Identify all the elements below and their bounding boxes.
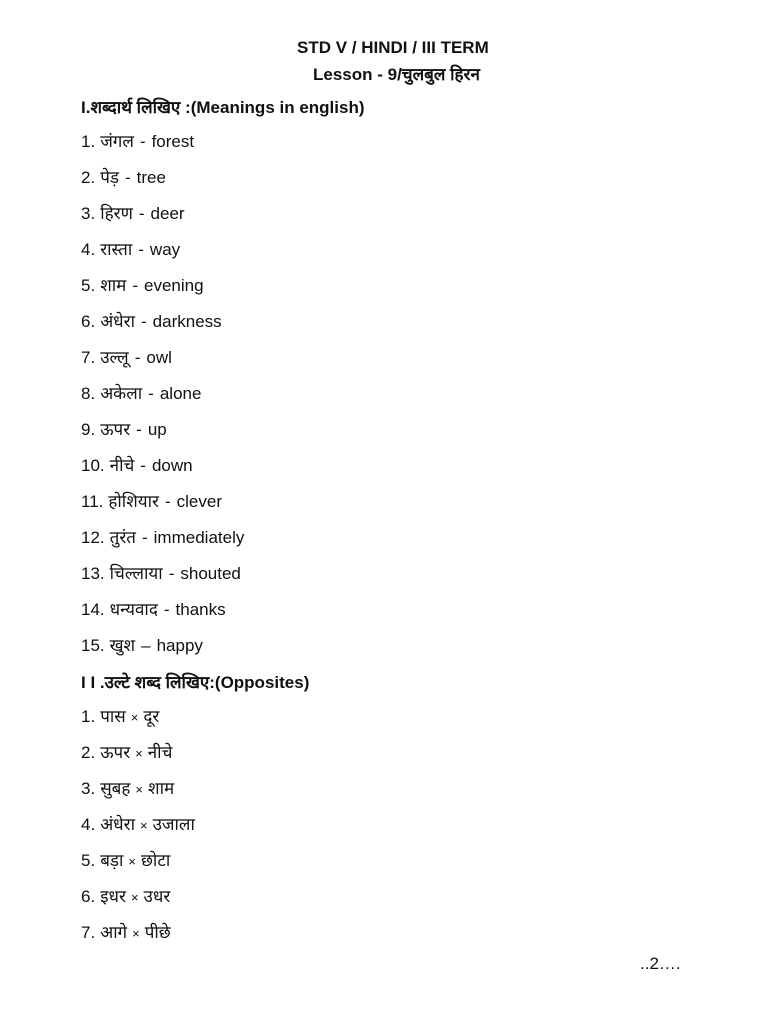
cross-icon: × <box>140 818 148 833</box>
hindi-word: बड़ा <box>100 851 124 870</box>
hindi-word: चिल्लाया <box>109 564 163 583</box>
hindi-word: अंधेरा <box>100 815 135 834</box>
meaning-item <box>81 347 244 383</box>
item-number: 3. <box>81 779 96 798</box>
cross-icon: × <box>135 746 143 761</box>
english-meaning: way <box>149 240 181 259</box>
hindi-word: हिरण <box>100 204 133 223</box>
opposite-word: छोटा <box>141 851 171 870</box>
cross-icon: × <box>132 926 140 941</box>
opposite-item <box>81 922 195 958</box>
english-meaning: immediately <box>153 528 245 547</box>
hindi-word: खुश <box>109 636 136 655</box>
meaning-item <box>81 167 244 203</box>
hindi-word: जंगल <box>100 132 134 151</box>
item-number: 1. <box>81 132 96 151</box>
separator-dash: - <box>164 492 171 511</box>
hindi-word: नीचे <box>109 456 135 475</box>
page-continuation-marker: ..2…. <box>640 954 681 973</box>
opposite-word: उधर <box>143 887 171 906</box>
english-meaning: forest <box>151 132 195 151</box>
opposite-item <box>81 706 195 742</box>
opposite-item <box>81 778 195 814</box>
english-meaning: owl <box>146 348 172 367</box>
english-meaning: alone <box>159 384 202 403</box>
meaning-item <box>81 311 244 347</box>
item-number: 14. <box>81 600 105 619</box>
item-number: 2. <box>81 168 96 187</box>
item-number: 3. <box>81 204 96 223</box>
separator-dash: - <box>124 168 131 187</box>
english-meaning: happy <box>156 636 203 655</box>
item-number: 13. <box>81 564 105 583</box>
item-number: 5. <box>81 276 96 295</box>
hindi-word: अंधेरा <box>100 312 135 331</box>
english-meaning: down <box>151 456 193 475</box>
opposite-item <box>81 742 195 778</box>
meaning-item <box>81 131 244 167</box>
separator-dash: - <box>148 384 154 403</box>
lesson-title: Lesson - 9/चुलबुल हिरन <box>313 65 480 84</box>
english-meaning: darkness <box>152 312 222 331</box>
opposite-word: शाम <box>148 779 175 798</box>
meaning-item <box>81 239 244 275</box>
item-number: 11. <box>81 492 104 511</box>
separator-dash: - <box>168 564 175 583</box>
meanings-heading: I.शब्दार्थ लिखिए :(Meanings in english) <box>81 98 365 117</box>
meaning-item <box>81 635 244 671</box>
separator-dash: - <box>140 456 146 475</box>
separator-dash: - <box>141 528 148 547</box>
english-meaning: up <box>147 420 167 439</box>
english-meaning: shouted <box>180 564 241 583</box>
opposite-item <box>81 886 195 922</box>
meaning-item <box>81 419 244 455</box>
cross-icon: × <box>135 782 144 797</box>
item-number: 2. <box>81 743 96 762</box>
meaning-item <box>81 563 244 599</box>
item-number: 10. <box>81 456 105 475</box>
meaning-item <box>81 491 244 527</box>
hindi-word: पेड़ <box>100 168 119 187</box>
item-number: 7. <box>81 348 96 367</box>
separator-dash: - <box>138 204 145 223</box>
opposite-word: नीचे <box>147 743 173 762</box>
meaning-item <box>81 455 244 491</box>
opposites-heading: I I .उल्टे शब्द लिखिए:(Opposites) <box>81 673 310 692</box>
hindi-word: शाम <box>100 276 127 295</box>
meanings-list <box>81 131 244 671</box>
hindi-word: अकेला <box>100 384 143 403</box>
opposite-word: उजाला <box>152 815 195 834</box>
opposites-list <box>81 706 195 958</box>
hindi-word: ऊपर <box>100 743 131 762</box>
separator-dash: - <box>139 132 146 151</box>
item-number: 6. <box>81 887 96 906</box>
separator-dash: - <box>134 348 141 367</box>
item-number: 6. <box>81 312 96 331</box>
meaning-item <box>81 599 244 635</box>
separator-dash: - <box>163 600 170 619</box>
item-number: 8. <box>81 384 96 403</box>
item-number: 4. <box>81 240 96 259</box>
hindi-word: इधर <box>100 887 126 906</box>
hindi-word: सुबह <box>100 779 131 798</box>
english-meaning: tree <box>136 168 166 187</box>
separator-dash: - <box>136 420 142 439</box>
opposite-word: पीछे <box>144 923 171 942</box>
hindi-word: ऊपर <box>100 420 131 439</box>
item-number: 1. <box>81 707 96 726</box>
english-meaning: thanks <box>175 600 226 619</box>
item-number: 12. <box>81 528 105 547</box>
separator-dash: – <box>141 636 151 655</box>
hindi-word: आगे <box>100 923 128 942</box>
meaning-item <box>81 275 244 311</box>
hindi-word: उल्लू <box>100 348 129 367</box>
hindi-word: पास <box>100 707 126 726</box>
cross-icon: × <box>130 710 139 725</box>
item-number: 9. <box>81 420 96 439</box>
meaning-item <box>81 383 244 419</box>
separator-dash: - <box>138 240 144 259</box>
cross-icon: × <box>128 854 136 869</box>
item-number: 15. <box>81 636 105 655</box>
meaning-item <box>81 203 244 239</box>
hindi-word: तुरंत <box>109 528 136 547</box>
hindi-word: होशियार <box>108 492 159 511</box>
item-number: 7. <box>81 923 96 942</box>
english-meaning: evening <box>144 276 204 295</box>
opposite-word: दूर <box>143 707 160 726</box>
meaning-item <box>81 527 244 563</box>
separator-dash: - <box>132 276 138 295</box>
item-number: 4. <box>81 815 96 834</box>
separator-dash: - <box>141 312 147 331</box>
opposite-item <box>81 814 195 850</box>
english-meaning: clever <box>176 492 223 511</box>
hindi-word: रास्ता <box>100 240 133 259</box>
hindi-word: धन्यवाद <box>109 600 158 619</box>
item-number: 5. <box>81 851 96 870</box>
opposite-item <box>81 850 195 886</box>
english-meaning: deer <box>150 204 185 223</box>
page-title: STD V / HINDI / III TERM <box>297 38 489 57</box>
cross-icon: × <box>130 890 139 905</box>
